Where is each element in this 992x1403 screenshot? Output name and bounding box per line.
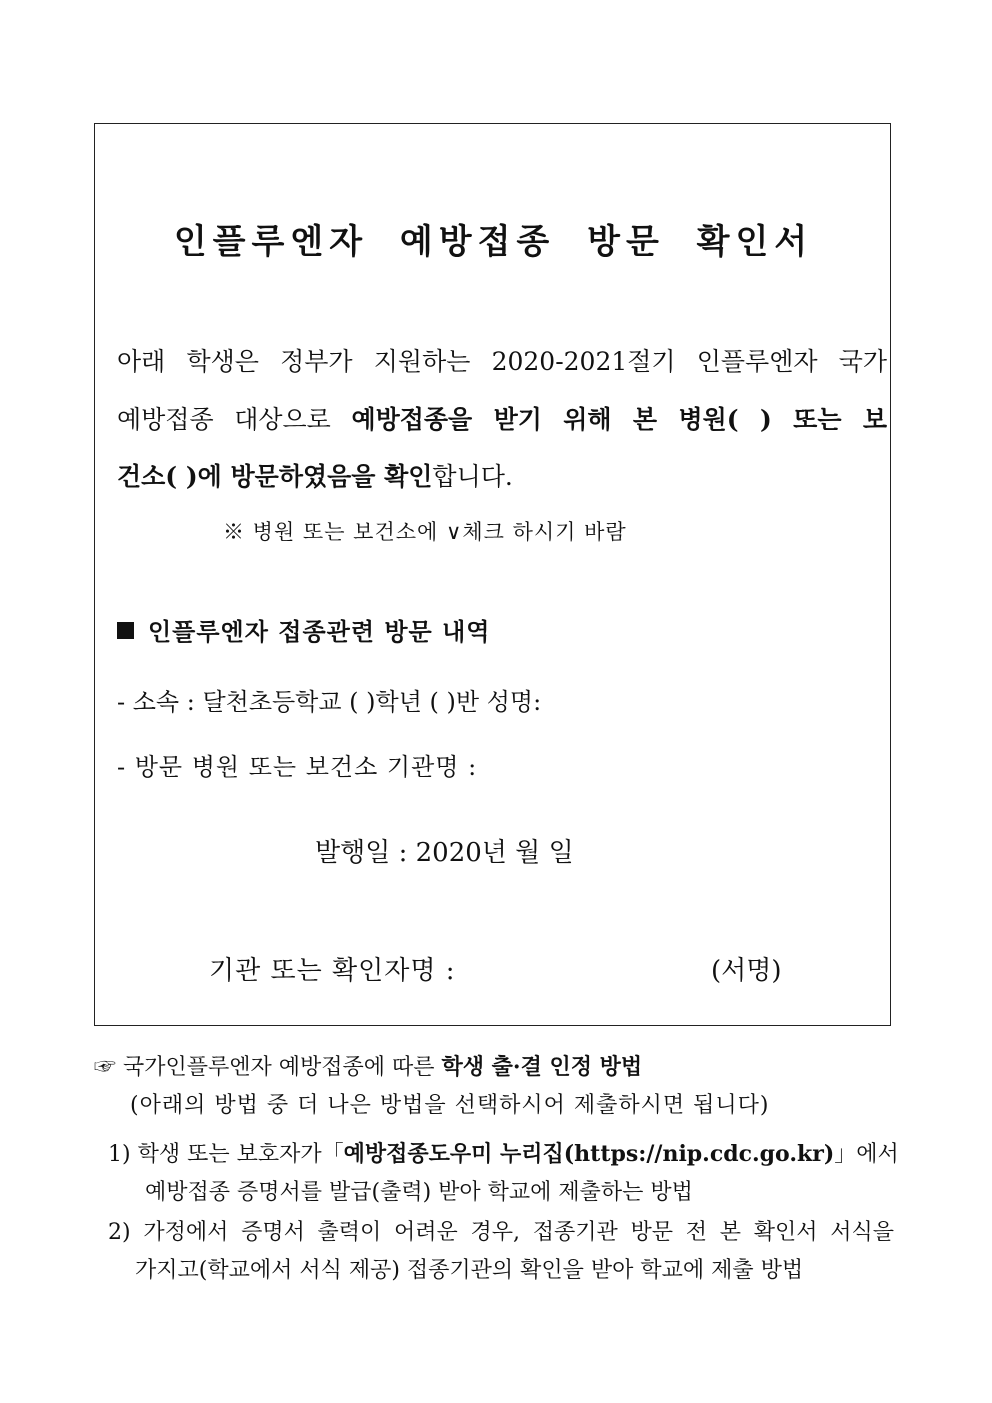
method-heading-bold: 학생 출·결 인정 방법 bbox=[441, 1054, 643, 1080]
body-line-1: 아래 학생은 정부가 지원하는 2020-2021절기 인플루엔자 국가 bbox=[117, 347, 887, 376]
method-item-1-site: 예방접종도우미 누리집(https://nip.cdc.go.kr) bbox=[343, 1141, 835, 1167]
institution-line: - 방문 병원 또는 보건소 기관명 : bbox=[117, 753, 478, 781]
affiliation-line: - 소속 : 달천초등학교 ( )학년 ( )반 성명: bbox=[117, 688, 542, 716]
method-item-2-line-2: 가지고(학교에서 서식 제공) 접종기관의 확인을 받아 학교에 제출 방법 bbox=[135, 1258, 804, 1283]
body-line-2 bbox=[117, 400, 887, 436]
body-line-3 bbox=[117, 457, 513, 493]
black-square-icon bbox=[117, 622, 134, 639]
method-item-2-line-1: 2) 가정에서 증명서 출력이 어려운 경우, 접종기관 방문 전 본 확인서 서식을 bbox=[108, 1220, 894, 1245]
check-note: ※ 병원 또는 보건소에 ∨체크 하시기 바람 bbox=[223, 520, 627, 544]
confirmation-form-box bbox=[94, 123, 891, 1026]
body-line-2-normal: 예방접종 대상으로 bbox=[117, 405, 352, 434]
method-item-1-line-1 bbox=[108, 1137, 899, 1168]
body-line-3-bold: 건소( )에 방문하였음을 확인 bbox=[117, 462, 433, 491]
section-heading bbox=[117, 612, 490, 647]
method-item-1-line-2: 예방접종 증명서를 발급(출력) 받아 학교에 제출하는 방법 bbox=[145, 1180, 693, 1205]
document-title: 인플루엔자 예방접종 방문 확인서 bbox=[173, 222, 814, 262]
method-subtitle: (아래의 방법 중 더 나은 방법을 선택하시어 제출하시면 됩니다) bbox=[130, 1093, 770, 1118]
body-line-3-normal: 합니다. bbox=[432, 462, 513, 491]
issue-date: 발행일 : 2020년 월 일 bbox=[315, 838, 574, 868]
signature-label: 기관 또는 확인자명 : bbox=[209, 956, 456, 986]
method-item-1-suffix: 」에서 bbox=[834, 1142, 899, 1167]
signature-tag: (서명) bbox=[711, 956, 782, 986]
method-heading-text: ☞ 국가인플루엔자 예방접종에 따른 bbox=[94, 1055, 442, 1080]
method-item-1-prefix: 1) 학생 또는 보호자가「 bbox=[108, 1142, 344, 1167]
body-line-2-bold: 예방접종을 받기 위해 본 병원( ) 또는 보 bbox=[351, 405, 887, 434]
method-heading bbox=[94, 1050, 642, 1081]
section-heading-text: 인플루엔자 접종관련 방문 내역 bbox=[148, 617, 491, 646]
